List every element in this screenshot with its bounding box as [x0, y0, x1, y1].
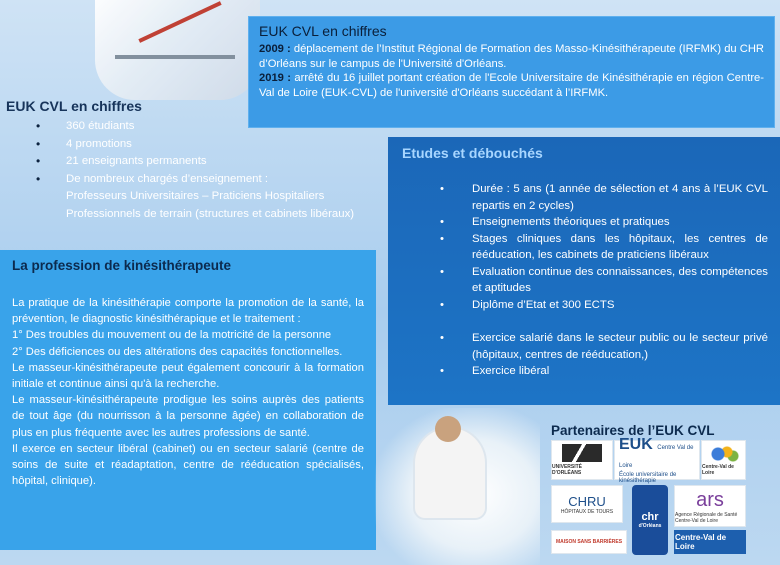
euk-cvl-logo: EUK Centre Val de Loire École universitaire de kinésithérapie [614, 440, 700, 480]
profession-paragraph: La pratique de la kinésithérapie comporte la promotion de la santé, la prévention, le diagnostic kinésithérapique et le traitement : [12, 297, 364, 326]
ars-logo: ars Agence Régionale de Santé Centre-Val de Loire [674, 485, 746, 527]
list-item: • Exercice salarié dans le secteur public ou le secteur privé (hôpitaux, centres de rééducation,) [410, 330, 768, 363]
universite-orleans-logo: UNIVERSITÉ D'ORLÉANS [551, 440, 613, 480]
list-item: • Diplôme d’Etat et 300 ECTS [410, 297, 768, 314]
list-item: • 4 promotions [36, 136, 391, 154]
parallel-bar [115, 55, 235, 59]
region-cvl-logo: Centre-Val de Loire [701, 440, 746, 480]
chr-orleans-logo: chr d'Orléans [632, 485, 668, 555]
list-item: • Stages cliniques dans les hôpitaux, les centres de rééducation, les cabinets de praticiens libéraux [410, 231, 768, 264]
list-item: • Evaluation continue des connaissances, des compétences et aptitudes [410, 264, 768, 297]
list-item: • 360 étudiants [36, 118, 391, 136]
etudes-title: Etudes et débouchés [402, 145, 543, 161]
profession-paragraph: 1° Des troubles du mouvement ou de la motricité de la personne [12, 329, 332, 342]
etudes-list [400, 181, 768, 313]
physiotherapy-photo-bottom [375, 408, 540, 565]
maison-logo: MAISON SANS BARRIÈRES [551, 530, 627, 554]
stats-title: EUK CVL en chiffres [6, 98, 142, 114]
stats-list [6, 118, 391, 223]
region-cvl-logo-2: Centre-Val de Loire [674, 530, 746, 554]
history-entry-2009: 2009 : déplacement de l’Institut Régional de Formation des Masso-Kinésithérapeute (IRFMK) du CHR d’Orléans sur le campus de l'Université d'Orléans. [259, 43, 764, 70]
profession-title: La profession de kinésithérapeute [12, 258, 232, 273]
therapist-head [435, 416, 461, 442]
profession-paragraph: Le masseur-kinésithérapeute peut également concourir à la formation initiale et continue ainsi qu'à la recherche. [12, 361, 364, 391]
physiotherapy-photo-top [95, 0, 260, 100]
profession-paragraph: Il exerce en secteur libéral (cabinet) ou en secteur salarié (centre de soins de suite et réadaptation, centre de rééducation spécialisés, hôpital, clinique). [12, 442, 364, 488]
list-item: • Durée : 5 ans (1 année de sélection et 4 ans à l’EUK CVL repartis en 2 cycles) [410, 181, 768, 214]
list-item: • Enseignements théoriques et pratiques [410, 214, 768, 231]
chru-tours-logo: CHRU HÔPITAUX DE TOURS [551, 485, 623, 523]
sub-item: Professeurs Universitaires – Praticiens Hospitaliers [66, 190, 325, 202]
sub-item: Professionnels de terrain (structures et cabinets libéraux) [66, 207, 355, 220]
profession-paragraph: 2° Des déficiences ou des altérations des capacités fonctionnelles. [12, 345, 343, 358]
history-title: EUK CVL en chiffres [259, 23, 387, 39]
debouches-list [400, 330, 768, 380]
etudes-box [388, 137, 780, 405]
history-entry-2019: 2019 : arrêté du 16 juillet portant création de l'Ecole Universitaire de Kinésithérapie en région Centre-Val de Loire (EUK-CVL) de l'université d'Orléans succédant à l’IRFMK. [259, 72, 764, 99]
list-item: • Exercice libéral [410, 363, 768, 380]
profession-paragraph: Le masseur-kinésithérapeute prodigue les soins auprès des patients de tout âge (du nourrisson à la personne âgée) en collaboration de plus en plus fréquente avec les autres professions de santé. [12, 394, 364, 439]
parallel-bar [138, 1, 221, 43]
stats-section [6, 98, 391, 223]
partners-title: Partenaires de l’EUK CVL [551, 423, 715, 438]
profession-box [0, 250, 376, 550]
list-item: • 21 enseignants permanents [36, 153, 391, 171]
list-item: • De nombreux chargés d’enseignement : Professeurs Universitaires – Praticiens Hospitaliers Professionnels de terrain (structures et cabinets libéraux) [36, 171, 391, 224]
